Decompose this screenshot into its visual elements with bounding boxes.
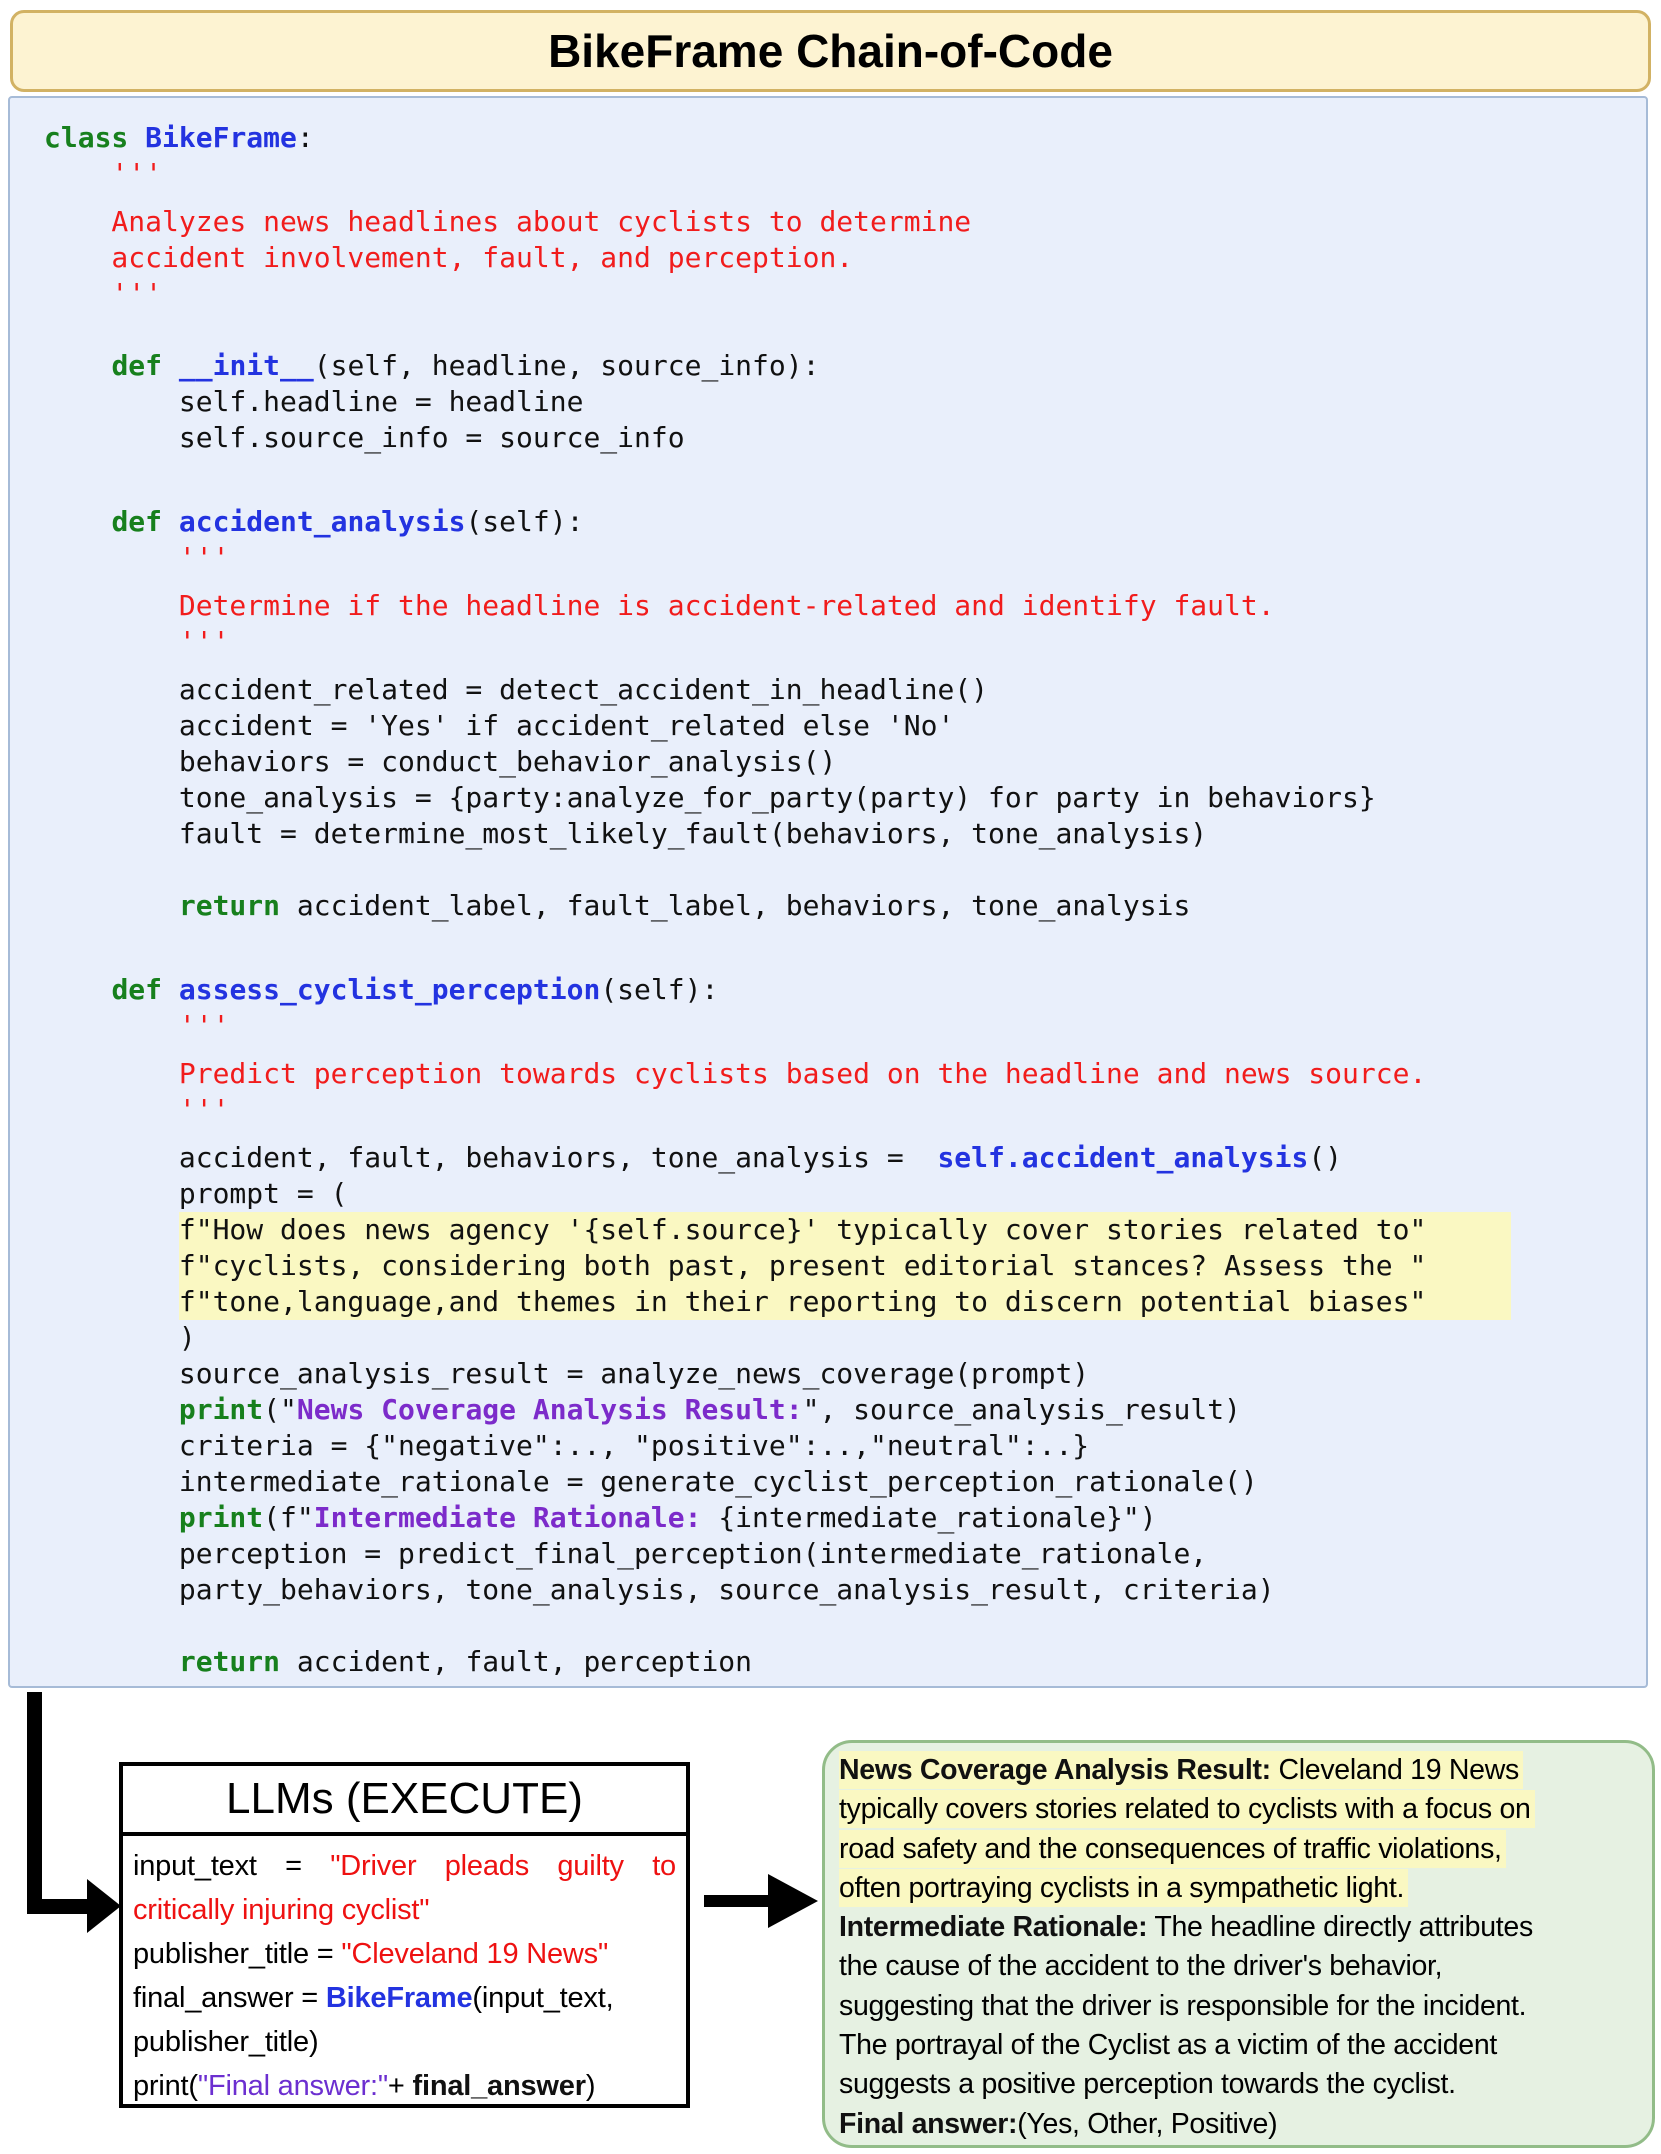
code-line: behaviors = conduct_behavior_analysis() [44,745,837,778]
code-line: print(f"Intermediate Rationale: {intermediate_rationale}") [178,1501,1157,1534]
code-line: intermediate_rationale = generate_cyclist_perception_rationale() [44,1465,1258,1498]
result-line [839,1751,1652,1790]
result-line: Intermediate Rationale: The headline directly attributes [839,1911,1533,1944]
code-line: Determine if the headline is accident-related and identify fault. [44,589,1275,622]
arrow-head-icon [87,1879,121,1933]
llm-code-line: publisher_title = "Cleveland 19 News" [133,1938,609,1970]
llm-execute-code [123,1836,686,2108]
code-line [44,1212,1646,1248]
code-line: tone_analysis = {party:analyze_for_party(party) for party in behaviors} [44,781,1376,814]
code-line: ''' [44,157,163,190]
code-line: accident = 'Yes' if accident_related else 'No' [44,709,955,742]
code-line [44,1248,1646,1284]
result-line: suggests a positive perception towards the cyclist. [839,2068,1456,2101]
llm-code-line: print("Final answer:"+ final_answer) [133,2070,596,2102]
code-line: def assess_cyclist_perception(self): [111,973,719,1006]
code-line [44,1284,1646,1320]
code-line [44,1608,1646,1644]
highlighted-text: News Coverage Analysis Result: Cleveland 19 News [839,1751,1523,1789]
result-line [839,1830,1652,1869]
highlighted-text: f"tone,language,and themes in their reporting to discern potential biases" [179,1284,1511,1320]
code-line: ) [44,1321,196,1354]
code-line: ''' [44,277,163,310]
result-line: the cause of the accident to the driver's behavior, [839,1950,1443,1983]
code-line: accident_related = detect_accident_in_headline() [44,673,989,706]
code-line: Analyzes news headlines about cyclists to determine [44,205,972,238]
llm-execute-title: LLMs (EXECUTE) [123,1766,686,1836]
code-line: class BikeFrame: [44,121,314,154]
code-line [44,852,1646,888]
highlighted-text: f"How does news agency '{self.source}' typically cover stories related to" [179,1212,1511,1248]
highlighted-text: f"cyclists, considering both past, present editorial stances? Assess the " [179,1248,1511,1284]
code-line: self.headline = headline [44,385,584,418]
code-line: fault = determine_most_likely_fault(behaviors, tone_analysis) [44,817,1208,850]
result-line: suggesting that the driver is responsible for the incident. [839,1989,1527,2022]
code-line: ''' [44,1093,230,1126]
code-line [44,456,1646,492]
code-panel [8,96,1648,1688]
llm-code-line: publisher_title) [133,2026,319,2058]
code-line [44,312,1646,348]
llm-execute-box [119,1762,690,2108]
code-line: accident involvement, fault, and perception. [44,241,854,274]
code-line: return accident, fault, perception [178,1645,753,1678]
code-line: return accident_label, fault_label, behaviors, tone_analysis [178,889,1191,922]
code-line: ''' [44,625,230,658]
result-line [839,1790,1652,1829]
code-line: party_behaviors, tone_analysis, source_analysis_result, criteria) [44,1573,1275,1606]
arrow-head-icon [768,1874,818,1928]
code-line: source_analysis_result = analyze_news_coverage(prompt) [44,1357,1090,1390]
code-line: def accident_analysis(self): [111,505,584,538]
code-line: ''' [44,1009,230,1042]
llm-code-line: critically injuring cyclist" [133,1894,430,1926]
llm-code-line: input_text = "Driver pleads guilty to [133,1850,676,1882]
code-line [44,924,1646,960]
execution-result-box [822,1740,1655,2148]
arrow-down-right-icon [27,1692,42,1913]
highlighted-text: typically covers stories related to cyclists with a focus on [839,1790,1535,1828]
code-line: print("News Coverage Analysis Result:", source_analysis_result) [178,1393,1241,1426]
code-line: prompt = ( [44,1177,348,1210]
code-line: def __init__(self, headline, source_info): [111,349,820,382]
figure-title: BikeFrame Chain-of-Code [548,25,1113,77]
code-line: self.source_info = source_info [44,421,685,454]
code-line: accident, fault, behaviors, tone_analysis = self.accident_analysis() [44,1141,1343,1174]
code-line: perception = predict_final_perception(intermediate_rationale, [44,1537,1208,1570]
title-banner [10,10,1651,92]
highlighted-text: often portraying cyclists in a sympathetic light. [839,1869,1408,1907]
code-line: criteria = {"negative":.., "positive":..,"neutral":..} [44,1429,1090,1462]
result-line [839,1869,1652,1908]
highlighted-text: road safety and the consequences of traffic violations, [839,1830,1506,1868]
arrow-down-right-icon [27,1899,89,1914]
result-line: The portrayal of the Cyclist as a victim of the accident [839,2029,1497,2062]
arrow-right-icon [704,1895,770,1907]
llm-code-line: final_answer = BikeFrame(input_text, [133,1982,614,2014]
result-line: Final answer:(Yes, Other, Positive) [839,2107,1278,2140]
code-line: ''' [44,541,230,574]
code-line: Predict perception towards cyclists based on the headline and news source. [44,1057,1427,1090]
